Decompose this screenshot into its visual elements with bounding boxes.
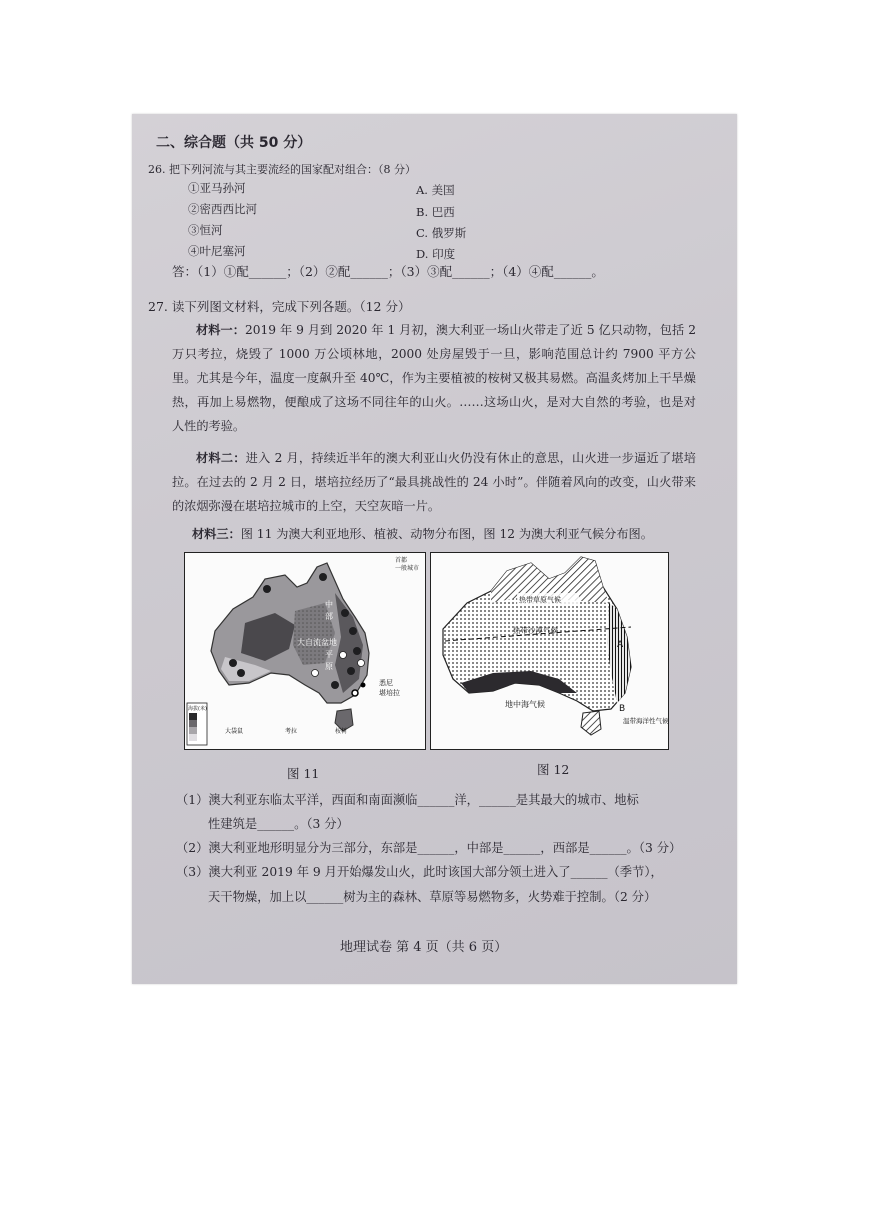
country-option-d: D. 印度 bbox=[416, 247, 456, 261]
question-26-stem: 26. 把下列河流与其主要流经的国家配对组合：（8 分） bbox=[148, 163, 416, 176]
label-great-artesian-basin: 大自流盆地 bbox=[297, 638, 337, 647]
figure-12-map bbox=[430, 552, 669, 750]
exam-page bbox=[132, 114, 737, 984]
figure-11-caption: 图 11 bbox=[287, 766, 320, 781]
tasmania-climate bbox=[581, 711, 601, 735]
label-tropical-desert: 热带沙漠气候 bbox=[513, 626, 558, 635]
material-1-text: 2019 年 9 月到 2020 年 1 月初，澳大利亚一场山火带走了近 5 亿只动物，包括 2 万只考拉，烧毁了 1000 万公顷林地，2000 处房屋毁于一旦，影响范围总计约 7900 平方公里。尤其是今年，温度一度飙升至 40℃，作为主要植被的桉树又极其易燃。高温炙烤加上干旱燥热，再加上易燃物，便酿成了这场不同往年的山火。……这场山火，是对大自然的考验，也是对人性的考验。 bbox=[172, 323, 696, 433]
material-2-text: 进入 2 月，持续近半年的澳大利亚山火仍没有休止的意思，山火进一步逼近了堪培拉。在过去的 2 月 2 日，堪培拉经历了“最具挑战性的 24 小时”。伴随着风向的改变，山火带来的浓烟弥漫在堪培拉城市的上空，天空灰暗一片。 bbox=[172, 451, 696, 513]
legend-eucalyptus: 桉树 bbox=[335, 728, 348, 735]
label-central-2: 部 bbox=[325, 612, 333, 621]
material-1 bbox=[172, 318, 696, 438]
river-option-4: ④叶尼塞河 bbox=[188, 244, 246, 258]
material-3 bbox=[192, 522, 716, 546]
canberra-dot bbox=[352, 690, 358, 696]
australia-terrain-map bbox=[185, 553, 425, 749]
legend-city: 一般城市 bbox=[395, 565, 420, 572]
label-zone-a: A bbox=[617, 640, 624, 650]
material-2-label: 材料二： bbox=[196, 451, 246, 465]
label-central-4: 原 bbox=[325, 662, 333, 671]
country-option-b: B. 巴西 bbox=[416, 205, 455, 219]
river-option-1: ①亚马孙河 bbox=[188, 181, 246, 195]
legend-capital: 首都 bbox=[395, 557, 408, 564]
material-2 bbox=[172, 446, 696, 518]
question-27-stem: 27. 读下列图文材料，完成下列各题。（12 分） bbox=[148, 299, 411, 314]
river-option-2: ②密西西比河 bbox=[188, 202, 257, 216]
material-3-label: 材料三： bbox=[192, 527, 241, 541]
country-option-c: C. 俄罗斯 bbox=[416, 226, 467, 240]
question-27-1-line-2: 性建筑是______。（3 分） bbox=[208, 817, 349, 831]
river-option-3: ③恒河 bbox=[188, 223, 223, 237]
label-canberra: 堪培拉 bbox=[379, 689, 400, 697]
australia-climate-map bbox=[431, 553, 668, 749]
label-mediterranean: 地中海气候 bbox=[505, 700, 545, 709]
question-27-2: （2）澳大利亚地形明显分为三部分，东部是______，中部是______，西部是______。（3 分） bbox=[176, 841, 682, 855]
material-3-text: 图 11 为澳大利亚地形、植被、动物分布图，图 12 为澳大利亚气候分布图。 bbox=[240, 527, 653, 541]
label-sydney: 悉尼 bbox=[379, 679, 393, 687]
label-central-3: 平 bbox=[325, 650, 333, 659]
figure-12-caption: 图 12 bbox=[537, 762, 570, 777]
material-1-label: 材料一： bbox=[196, 323, 246, 337]
label-temperate-marine: 温带海洋性气候 bbox=[623, 717, 668, 725]
question-26-answer-line: 答：（1）①配______；（2）②配______；（3）③配______；（4）④配______。 bbox=[172, 264, 604, 279]
question-27-1-line-1: （1）澳大利亚东临太平洋，西面和南面濒临______洋，______是其最大的城市、地标 bbox=[176, 793, 639, 807]
label-tropical-savanna: 热带草原气候 bbox=[519, 596, 561, 604]
sydney-dot bbox=[361, 683, 366, 688]
legend-koala: 考拉 bbox=[285, 728, 298, 735]
legend-elevation-label: 海拔(米) bbox=[188, 706, 207, 712]
country-option-a: A. 美国 bbox=[416, 183, 455, 197]
page-footer: 地理试卷 第 4 页（共 6 页） bbox=[340, 940, 508, 955]
figure-11-map bbox=[184, 552, 426, 750]
section-title: 二、综合题（共 50 分） bbox=[156, 135, 312, 151]
label-central-1: 中 bbox=[325, 600, 333, 609]
legend-kangaroo: 大袋鼠 bbox=[225, 728, 244, 735]
label-zone-b: B bbox=[619, 704, 626, 714]
question-27-3-line-1: （3）澳大利亚 2019 年 9 月开始爆发山火，此时该国大部分领土进入了______（季节）， bbox=[176, 865, 663, 879]
question-27-3-line-2: 天干物燥，加上以______树为主的森林、草原等易燃物多，火势难于控制。（2 分） bbox=[208, 890, 657, 904]
